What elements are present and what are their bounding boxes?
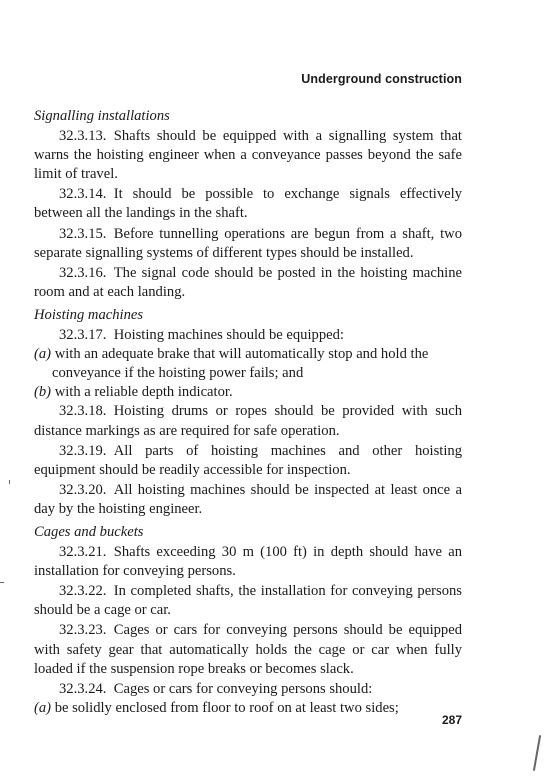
page-number: 287 (441, 713, 462, 727)
clause-text: Cages or cars for conveying persons should be equipped with safety gear that automatically holds the cage or car when fully loaded if the suspension rope breaks or becomes slack. (34, 622, 462, 677)
list-item-text: with a reliable depth indicator. (54, 384, 233, 401)
clause-text: Shafts exceeding 30 m (100 ft) in depth should have an installation for conveying persons. (34, 544, 462, 580)
list-item-marker: (a) (34, 346, 52, 363)
page-corner-mark (533, 735, 541, 771)
clause-number: 32.3.18. (59, 403, 107, 420)
clause-number: 32.3.13. (59, 128, 107, 145)
clause-text: Shafts should be equipped with a signalling system that warns the hoisting engineer when a conveyance passes beyond the safe limit of travel. (34, 128, 462, 183)
clause-number: 32.3.22. (59, 583, 107, 600)
list-item (34, 383, 462, 402)
running-head: Underground construction (301, 72, 462, 86)
margin-tick (9, 480, 10, 484)
clause-number: 32.3.24. (59, 680, 107, 697)
clause-paragraph (34, 127, 462, 184)
clause-text: All hoisting machines should be inspected at least once a day by the hoisting engineer. (34, 481, 462, 517)
section-heading: Signalling installations (34, 108, 170, 124)
list-item-marker: (b) (34, 384, 52, 401)
list-item-marker: (a) (34, 699, 52, 716)
clause-number: 32.3.21. (59, 544, 107, 561)
body-text (34, 107, 462, 718)
clause-paragraph (34, 481, 462, 519)
clause-paragraph (34, 543, 462, 581)
clause-number: 32.3.14. (59, 186, 107, 203)
clause-number: 32.3.17. (59, 327, 107, 344)
clause-paragraph (34, 402, 462, 440)
clause-paragraph (34, 582, 462, 620)
clause-text: Cages or cars for conveying persons should: (113, 680, 373, 697)
clause-number: 32.3.23. (59, 622, 107, 639)
list-item (34, 699, 462, 718)
margin-tick (0, 582, 4, 583)
clause-text: The signal code should be posted in the hoisting machine room and at each landing. (34, 264, 462, 300)
clause-paragraph (34, 621, 462, 678)
clause-number: 32.3.15. (59, 225, 107, 242)
clause-text: Hoisting drums or ropes should be provided with such distance markings as are required for safe operation. (34, 403, 462, 439)
clause-paragraph (34, 680, 462, 699)
list-item (34, 345, 462, 383)
clause-text: All parts of hoisting machines and other hoisting equipment should be readily accessible for inspection. (34, 442, 462, 478)
clause-number: 32.3.20. (59, 481, 107, 498)
clause-number: 32.3.19. (59, 442, 107, 459)
clause-text: It should be possible to exchange signals effectively between all the landings in the shaft. (34, 186, 462, 222)
list-item-text: be solidly enclosed from floor to roof on at least two sides; (54, 699, 399, 716)
clause-number: 32.3.16. (59, 264, 107, 281)
list-item-text: with an adequate brake that will automatically stop and hold the conveyance if the hoisting power fails; and (52, 346, 429, 382)
section-heading: Hoisting machines (34, 306, 144, 323)
clause-text: In completed shafts, the installation for conveying persons should be a cage or car. (34, 583, 462, 619)
clause-paragraph (34, 225, 462, 263)
clause-text: Before tunnelling operations are begun from a shaft, two separate signalling systems of different types should be installed. (34, 225, 462, 261)
clause-paragraph (34, 185, 462, 223)
clause-paragraph (34, 326, 462, 345)
clause-paragraph (34, 264, 462, 302)
clause-text: Hoisting machines should be equipped: (113, 327, 344, 344)
clause-paragraph (34, 442, 462, 480)
section-heading: Cages and buckets (34, 523, 144, 540)
